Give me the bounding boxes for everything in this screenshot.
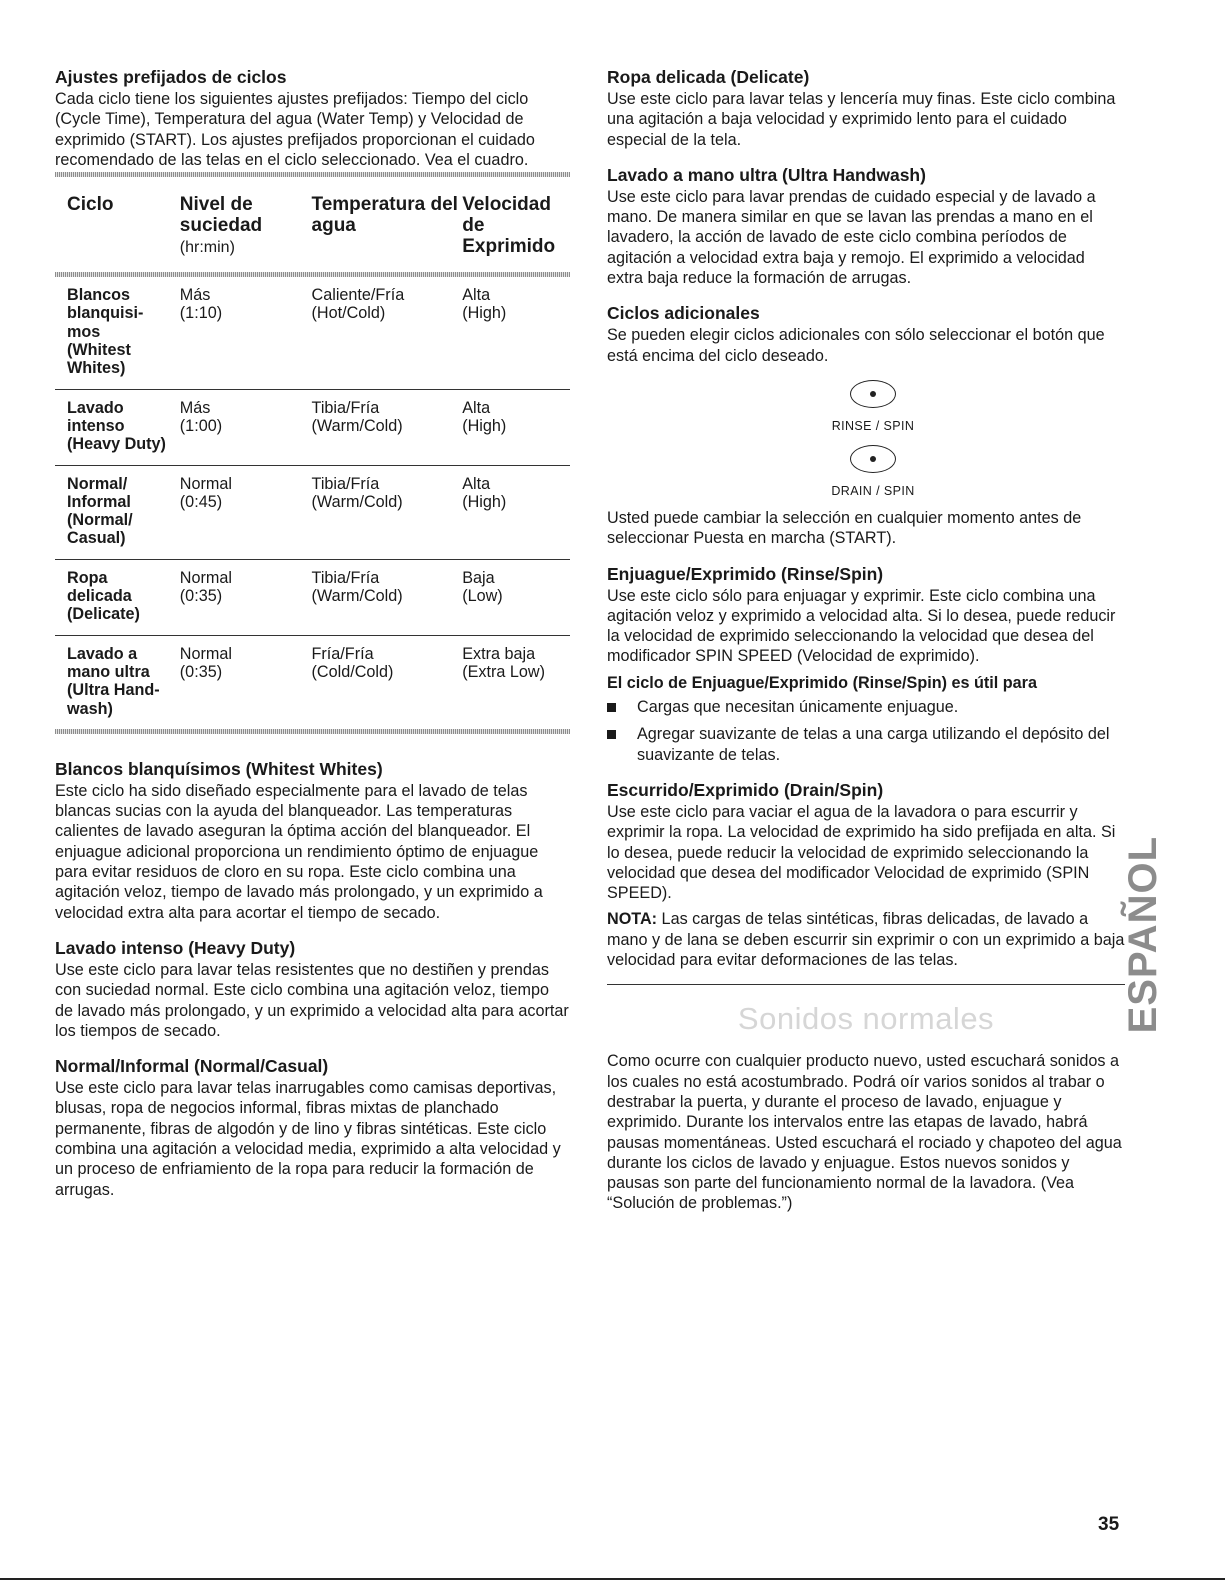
section-divider — [607, 984, 1125, 985]
cell-speed-text: (High) — [462, 416, 507, 435]
cell-speed-text: (Low) — [462, 587, 503, 606]
cell-soil-text: (1:00) — [179, 416, 223, 435]
handwash-body: Use este ciclo para lavar prendas de cuidado especial y de lavado a mano. De manera similar en que se lavan las prendas a mano en el lavadero, la acción de lavado de este ciclo combina períodos de agitación a velocidad extra baja y remojo. El exprimido a velocidad extra baja reduce la formación de arrugas. — [607, 187, 1096, 288]
cell-speed — [462, 475, 570, 548]
cell-soil-text: Más — [179, 398, 211, 417]
drain-note — [607, 909, 1125, 970]
cell-cycle-text: Lavado intenso (Heavy Duty) — [67, 398, 166, 454]
cell-cycle — [67, 475, 180, 548]
bottom-rule — [0, 1578, 1225, 1580]
cell-speed-text: Alta — [462, 474, 491, 493]
header-temp: Temperatura del agua — [311, 194, 458, 237]
cell-temp-text: (Hot/Cold) — [311, 304, 386, 323]
note-label: NOTA: — [607, 910, 658, 929]
cell-speed-text: (Extra Low) — [462, 662, 545, 681]
cell-soil-text: Más — [179, 286, 211, 305]
cell-speed-text: (High) — [462, 304, 507, 323]
drain-body: Use este ciclo para vaciar el agua de la lavadora o para escurrir y exprimir la ropa. La velocidad de exprimido ha sido prefijada en alta. Si lo desea, puede reducir la velocidad de exprimido seleccionando la velocidad que desea del modificador Velocidad de exprimido (SPIN SPEED). — [607, 802, 1116, 903]
table-row — [55, 277, 570, 389]
rinse-spin-button-icon[interactable] — [850, 380, 896, 408]
whitest-body: Este ciclo ha sido diseñado especialmente para el lavado de telas blancas sucias con la ayuda del blanqueador. Las temperaturas calientes de lavado aseguran la óptima acción del blanqueador. El enjuague adicional proporciona un rendimiento óptimo de enjuague para evitar residuos de cloro en su ropa. Este ciclo combina una agitación veloz, tiempo de lavado más prolongado, y un exprimido a velocidad extra alta para acortar el tiempo de secado. — [55, 781, 543, 922]
drain-spin-control — [607, 445, 1125, 498]
cell-cycle — [67, 645, 180, 718]
delicate-section — [607, 66, 1125, 150]
cell-temp — [312, 569, 463, 624]
drain-title: Escurrido/Exprimido (Drain/Spin) — [607, 779, 884, 800]
header-speed: Velocidad de Exprimido — [462, 194, 556, 258]
cell-soil-text: (0:35) — [179, 587, 223, 606]
presets-title: Ajustes prefijados de ciclos — [55, 67, 287, 87]
cell-soil-text: Normal — [179, 474, 232, 493]
cell-temp-text: Fría/Fría — [311, 644, 374, 663]
heavy-body: Use este ciclo para lavar telas resistentes que no destiñen y prendas con suciedad normal. Este ciclo combina una agitación veloz, tiempo de lavado más prolongado, y un exprimido a velocidad alta para acortar los tiempos de secado. — [55, 960, 569, 1040]
rinse-body: Use este ciclo sólo para enjuagar y exprimir. Este ciclo combina una agitación veloz y exprimido a velocidad alta. Si lo desea, puede reducir la velocidad de exprimido seleccionando la velocidad que desea del modificador SPIN SPEED (Velocidad de exprimido). — [607, 586, 1116, 666]
rinse-spin-control — [607, 380, 1125, 433]
cell-soil-text: Normal — [179, 644, 232, 663]
cell-temp-text: (Warm/Cold) — [311, 416, 403, 435]
cell-cycle — [67, 569, 180, 624]
language-label: ESPAÑOL — [1120, 836, 1165, 1034]
cell-cycle-text: Normal/ Informal (Normal/ Casual) — [67, 474, 133, 548]
cell-soil-text: (0:45) — [179, 492, 223, 511]
cell-temp-text: Tibia/Fría — [311, 398, 380, 417]
drain-spin-button-icon[interactable] — [850, 445, 896, 473]
cell-temp-text: (Warm/Cold) — [311, 492, 403, 511]
additional-title: Ciclos adicionales — [607, 303, 760, 324]
heavy-section — [55, 937, 570, 1041]
cell-cycle — [67, 399, 180, 454]
cell-speed-text: Extra baja — [462, 644, 536, 663]
list-item: Agregar suavizante de telas a una carga utilizando el depósito del suavizante de telas. — [607, 724, 1125, 765]
cell-speed — [462, 286, 570, 377]
cell-temp-text: Tibia/Fría — [311, 474, 380, 493]
right-column — [607, 66, 1125, 1214]
header-soil-sub: (hr:min) — [179, 239, 235, 257]
delicate-title: Ropa delicada (Delicate) — [607, 67, 810, 87]
cell-temp-text: (Cold/Cold) — [311, 662, 394, 681]
table-bottom-rule — [55, 729, 570, 734]
normal-section — [55, 1055, 570, 1200]
header-soil-label: Nivel de suciedad — [179, 194, 263, 237]
left-column — [55, 66, 570, 1214]
handwash-title: Lavado a mano ultra (Ultra Handwash) — [607, 164, 926, 185]
additional-body: Se pueden elegir ciclos adicionales con sólo seleccionar el botón que está encima del ciclo deseado. — [607, 326, 1105, 365]
presets-section — [55, 66, 570, 170]
cell-soil — [180, 286, 312, 377]
cell-soil-text: (0:35) — [179, 662, 223, 681]
drain-spin-label: DRAIN / SPIN — [831, 483, 915, 498]
list-item: Cargas que necesitan únicamente enjuague. — [607, 697, 1125, 717]
heavy-title: Lavado intenso (Heavy Duty) — [55, 937, 296, 958]
table-row — [55, 636, 570, 729]
cell-temp — [312, 645, 463, 718]
sounds-title: Sonidos normales — [737, 1001, 995, 1037]
table-row — [55, 390, 570, 466]
cell-cycle-text: Blancos blanquisi- mos (Whitest Whites) — [67, 286, 144, 378]
table-row — [55, 560, 570, 636]
additional-section — [607, 302, 1125, 548]
cell-cycle-text: Lavado a mano ultra (Ultra Hand- wash) — [67, 644, 160, 718]
cell-soil — [180, 475, 312, 548]
whitest-section — [55, 758, 570, 923]
cycle-table — [55, 172, 570, 734]
header-cycle: Ciclo — [67, 194, 114, 216]
presets-body: Cada ciclo tiene los siguientes ajustes prefijados: Tiempo del ciclo (Cycle Time), Temperatura del agua (Water Temp) y Velocidad de exprimido (START). Los ajustes prefijados proporcionan el cuidado recomendado de las telas en el ciclo seleccionado. Vea el cuadro. — [55, 90, 535, 169]
cell-soil — [180, 399, 312, 454]
header-soil — [180, 194, 312, 258]
additional-after: Usted puede cambiar la selección en cualquier momento antes de seleccionar Puesta en marcha (START). — [607, 508, 1082, 548]
cell-temp — [312, 399, 463, 454]
cell-cycle — [67, 286, 180, 377]
cell-temp-text: Tibia/Fría — [311, 568, 380, 587]
rinse-section — [607, 563, 1125, 765]
normal-title: Normal/Informal (Normal/Casual) — [55, 1056, 329, 1077]
cell-temp — [312, 475, 463, 548]
cell-speed — [462, 399, 570, 454]
cell-soil — [180, 645, 312, 718]
cell-soil — [180, 569, 312, 624]
cell-speed — [462, 569, 570, 624]
cell-speed-text: Alta — [462, 398, 491, 417]
rinse-spin-label: RINSE / SPIN — [831, 418, 915, 433]
normal-body: Use este ciclo para lavar telas inarrugables como camisas deportivas, blusas, ropa de negocios informal, fibras mixtas de planchado permanente, fibras de algodón y de lino y fibras sintéticas. Este ciclo combina una agitación a velocidad media, exprimido a alta velocidad y un proceso de enfriamiento de la ropa para reducir la formación de arrugas. — [55, 1079, 561, 1199]
table-row — [55, 466, 570, 560]
language-side-tab — [1120, 822, 1165, 1048]
cell-soil-text: Normal — [179, 568, 232, 587]
handwash-section — [607, 164, 1125, 288]
note-text: Las cargas de telas sintéticas, fibras delicadas, de lavado a mano y de lana se deben escurrir sin exprimir o con un exprimido a baja velocidad para evitar deformaciones de las telas. — [607, 910, 1125, 970]
cell-temp-text: Caliente/Fría — [311, 286, 405, 305]
cell-speed-text: Alta — [462, 286, 491, 305]
cell-soil-text: (1:10) — [179, 304, 223, 323]
delicate-body: Use este ciclo para lavar telas y lencería muy finas. Este ciclo combina una agitación a baja velocidad y exprimido lento para el cuidado especial de la tela. — [607, 90, 1116, 149]
page-number: 35 — [1098, 1514, 1120, 1535]
cell-speed — [462, 645, 570, 718]
cell-speed-text: Baja — [462, 568, 495, 587]
cell-cycle-text: Ropa delicada (Delicate) — [67, 568, 140, 624]
rinse-title: Enjuague/Exprimido (Rinse/Spin) — [607, 563, 884, 584]
table-body — [55, 277, 570, 729]
cell-temp-text: (Warm/Cold) — [311, 587, 403, 606]
whitest-title: Blancos blanquísimos (Whitest Whites) — [55, 758, 383, 779]
rinse-useful: El ciclo de Enjuague/Exprimido (Rinse/Spin) es útil para — [607, 673, 1037, 692]
cell-temp — [312, 286, 463, 377]
cell-speed-text: (High) — [462, 492, 507, 511]
drain-section — [607, 779, 1125, 970]
rinse-bullets — [607, 697, 1125, 765]
sounds-body: Como ocurre con cualquier producto nuevo, usted escuchará sonidos a los cuales no está acostumbrado. Podrá oír varios sonidos al trabar o destrabar la puerta, y durante el proceso de lavado, enjuague y exprimido. Durante los intervalos entre las etapas de lavado, habrá pausas momentáneas. Usted escuchará el rociado y chapoteo del agua durante los ciclos de lavado y enjuague. Estos nuevos sonidos y pausas son parte del funcionamiento normal de la lavadora. (Vea “Solución de problemas.”) — [607, 1052, 1122, 1213]
table-header — [55, 177, 570, 272]
